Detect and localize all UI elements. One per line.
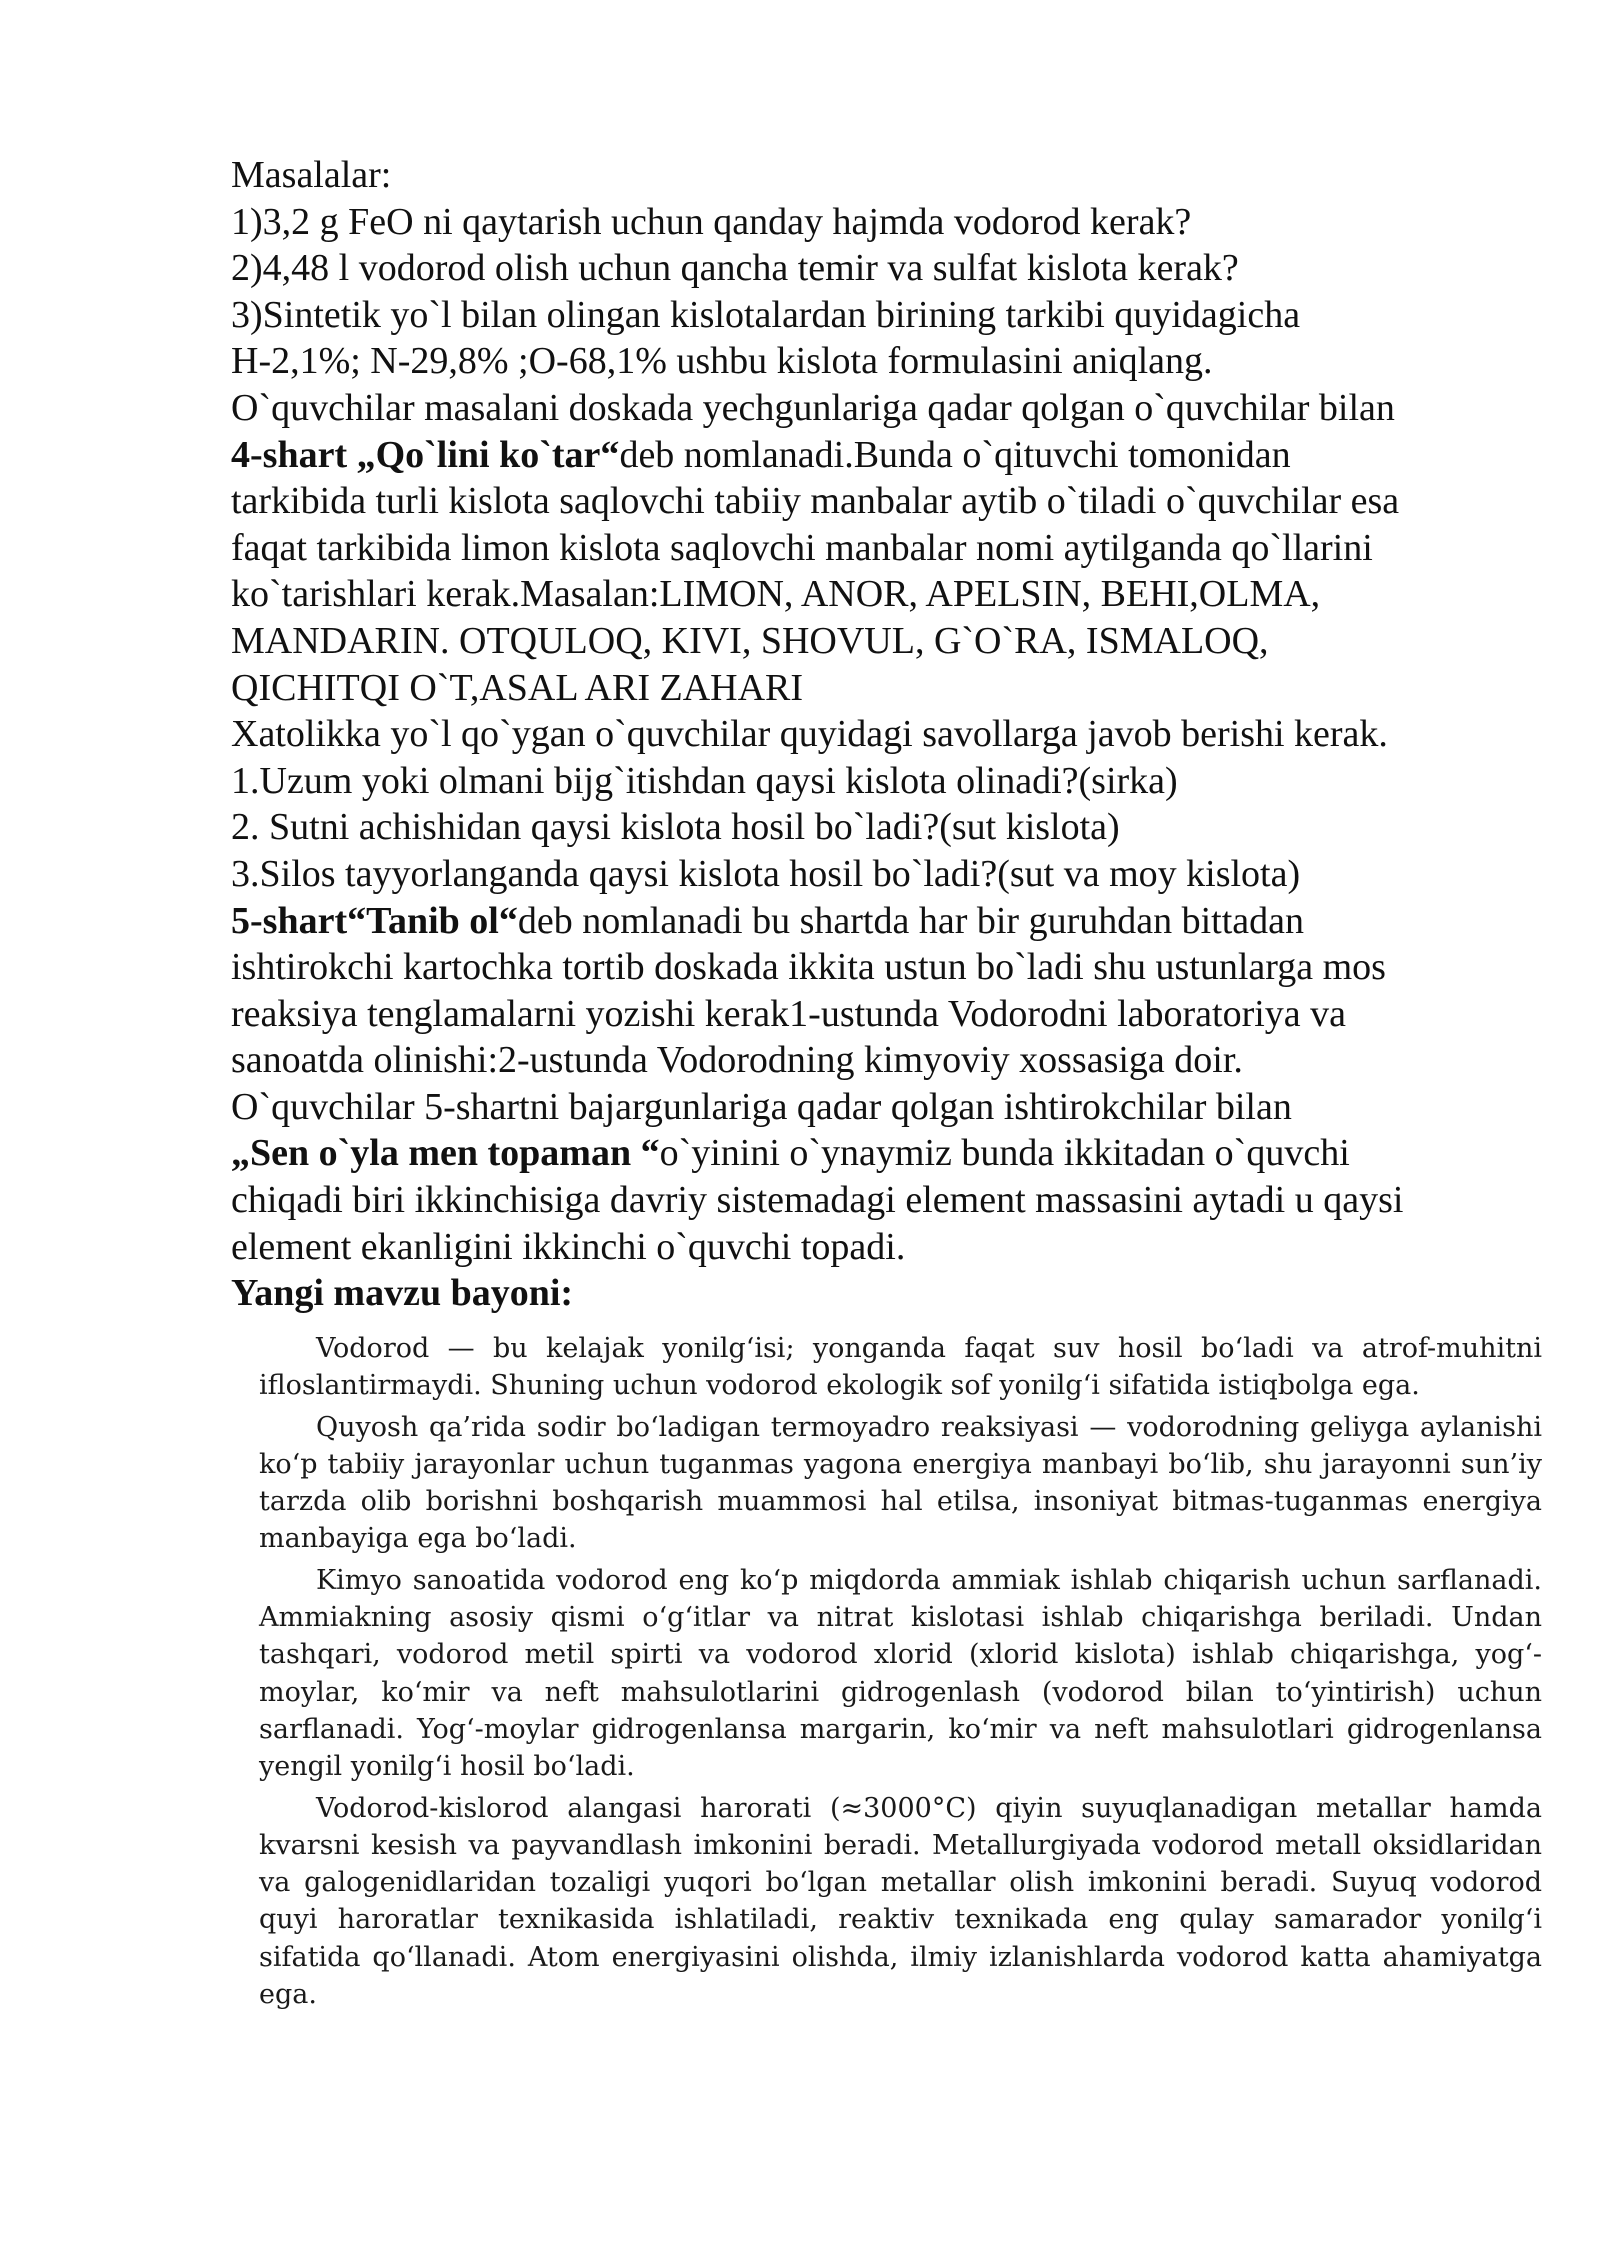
text-line: 3.Silos tayyorlanganda qaysi kislota hosil bo`ladi?(sut va moy kislota) [231,852,1301,895]
condition-title: 5-shart“Tanib ol“ [231,899,518,942]
text-line: 1.Uzum yoki olmani bijg`itishdan qaysi kislota olinadi?(sirka) [231,759,1178,802]
paragraph: Vodorod — bu kelajak yonilg‘isi; yonganda faqat suv hosil bo‘ladi va atrof-muhitni ifloslantirmaydi. Shuning uchun vodorod ekologik sof yonilg‘i sifatida istiqbolga ega. [259,1333,1542,1402]
text-line: O`quvchilar 5-shartni bajargunlariga qadar qolgan ishtirokchilar bilan [231,1085,1292,1128]
text-line: faqat tarkibida limon kislota saqlovchi manbalar nomi aytilganda qo`llarini [231,526,1373,569]
text-line: Xatolikka yo`l qo`ygan o`quvchilar quyidagi savollarga javob berishi kerak. [231,713,1388,756]
text-line: tarkibida turli kislota saqlovchi tabiiy manbalar aytib o`tiladi o`quvchilar esa [231,480,1400,523]
text-line: ko`tarishlari kerak.Masalan:LIMON, ANOR, APELSIN, BEHI,OLMA, [231,573,1321,616]
condition-title: 4-shart „Qo`lini ko`tar“ [231,433,620,476]
paragraph: Quyosh qa’rida sodir bo‘ladigan termoyadro reaksiyasi — vodorodning geliyga aylanishi ko‘p tabiiy jarayonlar uchun tuganmas yagona energiya manbayi bo‘lib, shu jarayonni sun’iy tarzda olib borishni boshqarish muammosi hal etilsa, insoniyat bitmas-tuganmas energiya manbayiga ega bo‘ladi. [259,1411,1542,1555]
text-line: reaksiya tenglamalarni yozishi kerak1-ustunda Vodorodni laboratoriya va [231,992,1347,1035]
text-line: 1)3,2 g FeO ni qaytarish uchun qanday hajmda vodorod kerak? [231,200,1192,243]
text-line: chiqadi biri ikkinchisiga davriy sistemadagi element massasini aytadi u qaysi [231,1179,1404,1222]
section-heading: Yangi mavzu bayoni: [231,1272,574,1315]
text-line: 2)4,48 l vodorod olish uchun qancha temir va sulfat kislota kerak? [231,247,1239,290]
text-line: 3)Sintetik yo`l bilan olingan kislotalardan birining tarkibi quyidagicha [231,293,1301,336]
paragraph: Vodorod-kislorod alangasi harorati (≈3000°C) qiyin suyuqlanadigan metallar hamda kvarsni kesish va payvandlash imkonini beradi. Metallurgiyada vodorod metall oksidlaridan va galogenidlaridan tozaligi yuqori bo‘lgan metallar olish imkonini beradi. Suyuq vodorod quyi haroratlar texnikasida ishlatiladi, reaktiv texnikada eng qulay samarador yonilg‘i sifatida qo‘llanadi. Atom energiyasini olishda, ilmiy izlanishlarda vodorod katta ahamiyatga ega. [259,1792,1542,2011]
text-line: „Sen o`yla men topaman “o`yinini o`ynaymiz bunda ikkitadan o`quvchi [231,1132,1350,1175]
text-line: H-2,1%; N-29,8% ;O-68,1% ushbu kislota formulasini aniqlang. [231,340,1213,383]
text-line: ishtirokchi kartochka tortib doskada ikkita ustun bo`ladi shu ustunlarga mos [231,946,1386,989]
new-topic-text [259,1330,1542,2017]
text-line: 2. Sutni achishidan qaysi kislota hosil bo`ladi?(sut kislota) [231,806,1120,849]
text-line: Masalalar: [231,154,392,196]
text-line: MANDARIN. OTQULOQ, KIVI, SHOVUL, G`O`RA, ISMALOQ, [231,619,1269,662]
text-line: 4-shart „Qo`lini ko`tar“deb nomlanadi.Bunda o`qituvchi tomonidan [231,433,1291,476]
text-line: 5-shart“Tanib ol“deb nomlanadi bu shartda har bir guruhdan bittadan [231,899,1305,942]
text-line: QICHITQI O`T,ASAL ARI ZAHARI [231,666,804,709]
paragraph: Kimyo sanoatida vodorod eng ko‘p miqdorda ammiak ishlab chiqarish uchun sarflanadi. Ammiakning asosiy qismi o‘g‘itlar va nitrat kislotasi ishlab chiqarishga beriladi. Undan tashqari, vodorod metil spirti va vodorod xlorid (xlorid kislota) ishlab chiqarishga, yog‘-moylar, ko‘mir va neft mahsulotlarini gidrogenlash (vodorod bilan to‘yintirish) uchun sarflanadi. Yog‘-moylar gidrogenlansa margarin, ko‘mir va neft mahsulotlari gidrogenlansa yengil yonilg‘i hosil bo‘ladi. [259,1564,1542,1783]
text-line: O`quvchilar masalani doskada yechgunlariga qadar qolgan o`quvchilar bilan [231,386,1395,429]
text-line: element ekanligini ikkinchi o`quvchi topadi. [231,1225,906,1268]
text-line: sanoatda olinishi:2-ustunda Vodorodning kimyoviy xossasiga doir. [231,1039,1243,1082]
game-title: „Sen o`yla men topaman “ [231,1132,660,1175]
lesson-tasks-section [231,152,1521,1317]
